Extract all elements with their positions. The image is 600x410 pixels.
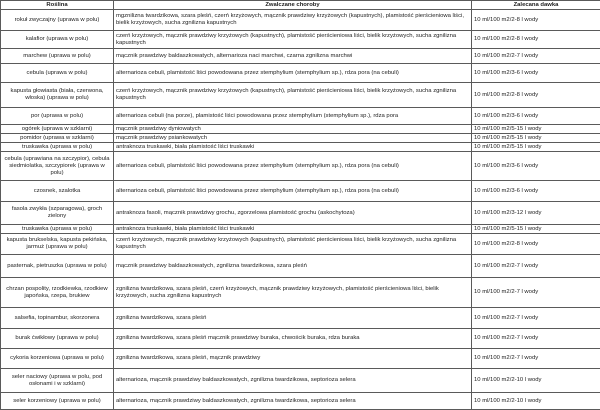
cell-plant: fasola zwykła (szparagowa), groch zielony [1, 202, 114, 225]
table-row [1, 181, 600, 202]
cell-dose: 10 ml/100 m2/2-7 l wody [472, 255, 600, 278]
table-row [1, 108, 600, 125]
cell-plant: chrzan pospolity, rzodkiewka, rzodkiew japońska, rzepa, brukiew [1, 278, 114, 308]
cell-diseases: alternarioza cebuli, plamistość liści powodowana przez stemphylium (stemphylium sp.), rdza pora (na cebuli) [114, 181, 472, 202]
table-row [1, 225, 600, 234]
cell-plant: marchew (uprawa w polu) [1, 49, 114, 64]
cell-plant: burak ćwikłowy (uprawa w polu) [1, 329, 114, 349]
cell-plant: cebula (uprawa w polu) [1, 64, 114, 83]
cell-diseases: alternarioza cebuli (na porze), plamistość liści powodowana przez stemphylium (stemphylium sp.), rdza pora [114, 108, 472, 125]
table-row [1, 393, 600, 410]
cell-diseases: zgnilizna twardzikowa, szara pleśń [114, 308, 472, 329]
table-row [1, 31, 600, 49]
cell-diseases: antraknoza truskawki, biała plamistość liści truskawki [114, 143, 472, 152]
cell-plant: rokuł zwyczajny (uprawa w polu) [1, 10, 114, 31]
cell-diseases: mgznilizna twardzikowa, szara pleśń, czerń krzyżowych, mącznik prawdziwy krzyżowych (kapustnych), plamistość pierścieniowa liści, bielik krzyżowych, sucha zgnilizna kapustnych [114, 10, 472, 31]
table-row [1, 329, 600, 349]
cell-diseases: alternarioza, mącznik prawdziwy baldaszkowatych, zgnilizna twardzikowa, septorioza selera [114, 393, 472, 410]
cell-plant: kapusta brukselska, kapusta pekińska, jarmuż (uprawa w polu) [1, 234, 114, 255]
cell-diseases: mącznik prawdziwy dyniowatych [114, 125, 472, 134]
cell-plant: czosnek, szalotka [1, 181, 114, 202]
cell-dose: 10 ml/100 m2/2-10 l wody [472, 393, 600, 410]
cell-dose: 10 ml/100 m2/5-15 l wody [472, 125, 600, 134]
table-row [1, 202, 600, 225]
cell-plant: pomidor (uprawa w szklarni) [1, 134, 114, 143]
cell-dose: 10 ml/100 m2/2-7 l wody [472, 278, 600, 308]
cell-dose: 10 ml/100 m2/5-15 l wody [472, 225, 600, 234]
cell-plant: kalafior (uprawa w polu) [1, 31, 114, 49]
cell-dose: 10 ml/100 m2/3-6 l wody [472, 64, 600, 83]
cell-dose: 10 ml/100 m2/2-7 l wody [472, 349, 600, 369]
cell-plant: cykoria korzeniowa (uprawa w polu) [1, 349, 114, 369]
table-row [1, 234, 600, 255]
cell-dose: 10 ml/100 m2/3-6 l wody [472, 108, 600, 125]
cell-dose: 10 ml/100 m2/3-12 l wody [472, 202, 600, 225]
cell-diseases: czerń krzyżowych, mącznik prawdziwy krzyżowych (kapustnych), plamistość pierścieniowa liści, bielik krzyżowych, sucha zgnilizna kapustnych [114, 83, 472, 108]
cell-plant: por (uprawa w polu) [1, 108, 114, 125]
table-row [1, 64, 600, 83]
cell-dose: 10 ml/100 m2/5-15 l wody [472, 134, 600, 143]
table-row [1, 143, 600, 152]
cell-plant: truskawka (uprawa w polu) [1, 225, 114, 234]
cell-diseases: czerń krzyżowych, mącznik prawdziwy krzyżowych (kapustnych), plamistość pierścieniowa liści, bielik krzyżowych, sucha zgnilizna kapustnych [114, 234, 472, 255]
cell-dose: 10 ml/100 m2/2-10 l wody [472, 369, 600, 393]
cell-diseases: alternarioza, mącznik prawdziwy baldaszkowatych, zgnilizna twardzikowa, septorioza selera [114, 369, 472, 393]
header-plant: Roślina [1, 1, 114, 10]
cell-dose: 10 ml/100 m2/5-15 l wody [472, 143, 600, 152]
table-row [1, 255, 600, 278]
cell-plant: pasternak, pietruszka (uprawa w polu) [1, 255, 114, 278]
cell-diseases: zgnilizna twardzikowa, szara pleśń mącznik prawdziwy buraka, chwościk buraka, rdza buraka [114, 329, 472, 349]
cell-plant: seler naciowy (uprawa w polu, pod osłonami i w szklarni) [1, 369, 114, 393]
cell-diseases: zgnilizna twardzikowa, szara pleśń, mącznik prawdziwy [114, 349, 472, 369]
table-row [1, 278, 600, 308]
cell-dose: 10 ml/100 m2/2-8 l wody [472, 31, 600, 49]
header-row [1, 1, 600, 10]
table-row [1, 125, 600, 134]
cell-diseases: mącznik prawdziwy psiankowatych [114, 134, 472, 143]
header-dose: Zalecana dawka [472, 1, 600, 10]
cell-dose: 10 ml/100 m2/3-6 l wody [472, 181, 600, 202]
cell-diseases: alternarioza cebuli, plamistość liści powodowana przez stemphylium (stemphylium sp.), rdza pora (na cebuli) [114, 64, 472, 83]
cell-diseases: mącznik prawdziwy baldaszkowatych, alternarioza naci marchwi, czarna zgnilizna marchwi [114, 49, 472, 64]
cell-diseases: alternarioza cebuli, plamistość liści powodowana przez stemphylium (stemphylium sp.), rdza pora (na cebuli) [114, 152, 472, 181]
cell-dose: 10 ml/100 m2/2-7 l wody [472, 308, 600, 329]
table-row [1, 349, 600, 369]
cell-plant: salsefia, topinambur, skorzonera [1, 308, 114, 329]
cell-plant: seler korzeniowy (uprawa w polu) [1, 393, 114, 410]
table-row [1, 152, 600, 181]
cell-diseases: czerń krzyżowych, mącznik prawdziwy krzyżowych (kapustnych), plamistość pierścieniowa liści, bielik krzyżowych, sucha zgnilizna kapustnych [114, 31, 472, 49]
cell-plant: kapusta głowiasta (biała, czerwona, włoska) (uprawa w polu) [1, 83, 114, 108]
cell-plant: truskawka (uprawa w polu) [1, 143, 114, 152]
table-row [1, 134, 600, 143]
cell-diseases: mącznik prawdziwy baldaszkowatych, zgnilizna twardzikowa, szara pleśń [114, 255, 472, 278]
cell-plant: ogórek (uprawa w szklarni) [1, 125, 114, 134]
cell-dose: 10 ml/100 m2/2-7 l wody [472, 329, 600, 349]
header-diseases: Zwalczane choroby [114, 1, 472, 10]
cell-dose: 10 ml/100 m2/2-8 l wody [472, 83, 600, 108]
table-row [1, 83, 600, 108]
cell-diseases: zgnilizna twardzikowa, szara pleśń, czerń krzyżowych, mącznik prawdziwy krzyżowych, plamistość pierścieniowa liści, bielik krzyżowych, sucha zgnilizna kapustnych [114, 278, 472, 308]
table-row [1, 369, 600, 393]
table-row [1, 49, 600, 64]
table-row [1, 10, 600, 31]
cell-plant: cebula (uprawiana na szczypior), cebula siedmiolatka, szczypiorek (uprawa w polu) [1, 152, 114, 181]
table-row [1, 308, 600, 329]
cell-dose: 10 ml/100 m2/3-6 l wody [472, 152, 600, 181]
cell-diseases: antraknoza truskawki, biała plamistość liści truskawki [114, 225, 472, 234]
cell-dose: 10 ml/100 m2/2-7 l wody [472, 49, 600, 64]
cell-diseases: antraknoza fasoli, mącznik prawdziwy grochu, zgorzelowa plamistość grochu (askochytoza) [114, 202, 472, 225]
cell-dose: 10 ml/100 m2/2-8 l wody [472, 10, 600, 31]
cell-dose: 10 ml/100 m2/2-8 l wody [472, 234, 600, 255]
